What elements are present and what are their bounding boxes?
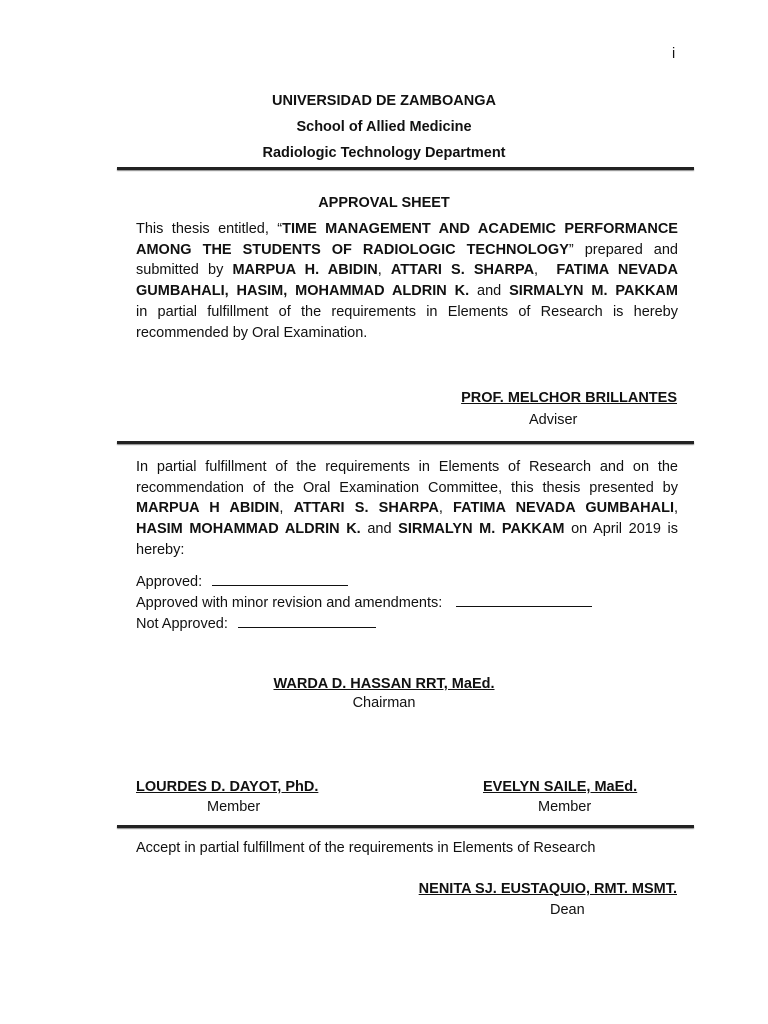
approval-line-1: This thesis entitled, “TIME MANAGEMENT AND ACADEMIC PERFORMANCE (136, 221, 678, 237)
approved-signature-line[interactable] (212, 573, 348, 586)
committee-line-4: HASIM MOHAMMAD ALDRIN K. and SIRMALYN M. PAKKAM on April 2019 is (136, 521, 678, 538)
presenter-1: MARPUA H ABIDIN (136, 500, 280, 517)
minor-revision-signature-line[interactable] (456, 594, 592, 607)
university-name: UNIVERSIDAD DE ZAMBOANGA (272, 93, 496, 109)
author-3b: GUMBAHALI, HASIM, MOHAMMAD ALDRIN K. (136, 283, 470, 300)
approval-line-2: AMONG THE STUDENTS OF RADIOLOGIC TECHNOLOGY” prepared and (136, 241, 678, 258)
author-4: SIRMALYN M. PAKKAM (509, 283, 678, 300)
member-1-name: LOURDES D. DAYOT, PhD. (136, 779, 319, 795)
approval-paragraph (136, 219, 678, 343)
approval-line-6: recommended by Oral Examination. (136, 324, 368, 341)
committee-paragraph (136, 457, 678, 561)
member-2-name: EVELYN SAILE, MaEd. (483, 779, 638, 795)
author-3a: FATIMA NEVADA (556, 262, 678, 279)
committee-line-2: recommendation of the Oral Examination Committee, this thesis presented by (136, 479, 678, 496)
committee-line-3: MARPUA H ABIDIN, ATTARI S. SHARPA, FATIMA NEVADA GUMBAHALI, (136, 500, 679, 517)
thesis-title-part-1: TIME MANAGEMENT AND ACADEMIC PERFORMANCE (282, 221, 678, 237)
thesis-title-part-2: AMONG THE STUDENTS OF RADIOLOGIC TECHNOLOGY (136, 241, 569, 258)
approval-line-4: GUMBAHALI, HASIM, MOHAMMAD ALDRIN K. and SIRMALYN M. PAKKAM (136, 283, 678, 300)
approval-heading: APPROVAL SHEET (318, 195, 450, 211)
author-2: ATTARI S. SHARPA (390, 262, 535, 279)
author-1: MARPUA H. ABIDIN (232, 262, 378, 279)
department-name: Radiologic Technology Department (262, 145, 506, 161)
presenter-4: HASIM MOHAMMAD ALDRIN K. (136, 521, 361, 538)
not-approved-signature-line[interactable] (238, 615, 376, 628)
chairman-block (0, 676, 768, 711)
dean-name: NENITA SJ. EUSTAQUIO, RMT. MSMT. (418, 881, 677, 897)
presenter-5: SIRMALYN M. PAKKAM (398, 521, 565, 538)
adviser-name: PROF. MELCHOR BRILLANTES (461, 390, 677, 406)
adviser-role: Adviser (529, 412, 578, 428)
approval-line-3: submitted by MARPUA H. ABIDIN, ATTARI S. SHARPA, FATIMA NEVADA (136, 262, 678, 279)
chairman-role: Chairman (352, 695, 416, 711)
committee-divider (117, 825, 694, 828)
presenter-2: ATTARI S. SHARPA (293, 500, 439, 517)
option-minor-revision: Approved with minor revision and amendments: (136, 594, 592, 611)
header-divider (117, 167, 694, 170)
member-2-role: Member (538, 799, 592, 815)
committee-line-1: In partial fulfillment of the requirements in Elements of Research and on the (136, 459, 678, 475)
acceptance-text: Accept in partial fulfillment of the requirements in Elements of Research (136, 840, 596, 856)
approval-line-5: in partial fulfillment of the requirements in Elements of Research is hereby (136, 303, 678, 320)
presenter-3: FATIMA NEVADA GUMBAHALI (453, 500, 674, 517)
adviser-divider (117, 441, 694, 444)
member-1-role: Member (207, 799, 261, 815)
option-not-approved: Not Approved: (136, 615, 376, 632)
school-name: School of Allied Medicine (296, 119, 472, 135)
committee-line-5: hereby: (136, 541, 185, 558)
dean-role: Dean (550, 902, 585, 918)
option-approved: Approved: (136, 573, 348, 590)
page-number: i (672, 46, 676, 62)
chairman-name: WARDA D. HASSAN RRT, MaEd. (273, 676, 495, 692)
